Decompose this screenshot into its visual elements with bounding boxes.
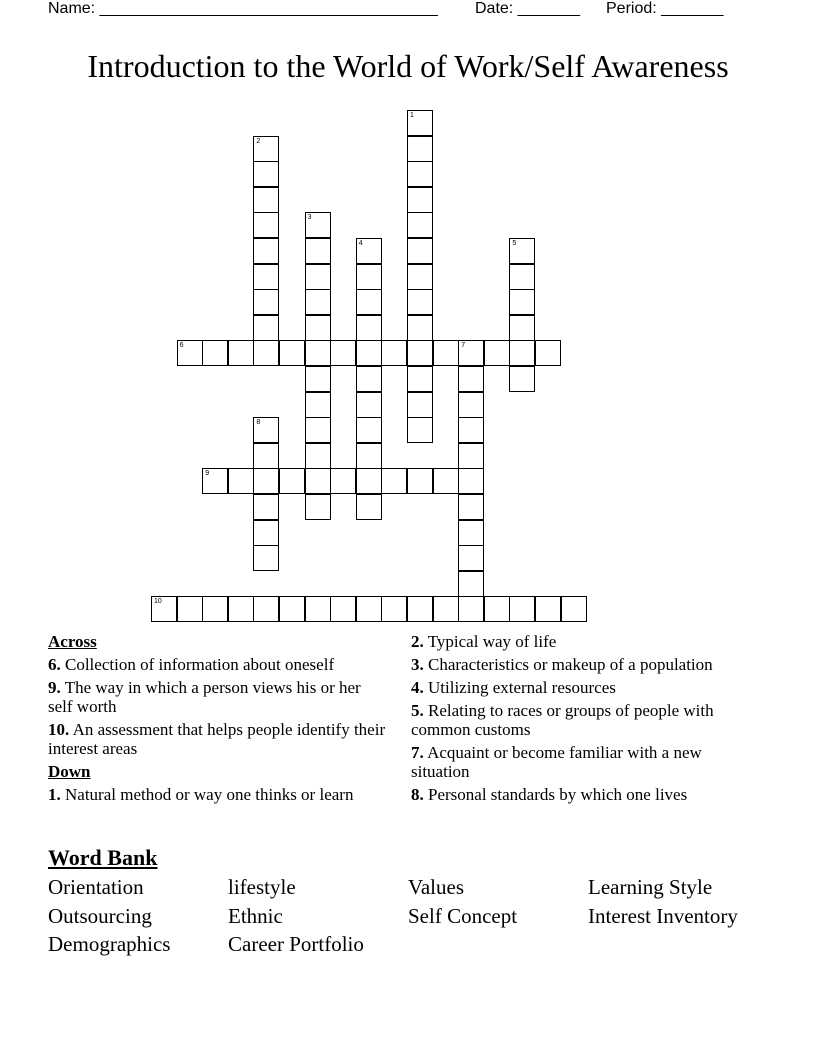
- crossword-cell[interactable]: [356, 468, 382, 494]
- crossword-cell[interactable]: [458, 392, 484, 418]
- crossword-cell[interactable]: [253, 494, 279, 520]
- clue-down-1: [48, 785, 388, 804]
- clue-number: 10.: [48, 720, 70, 739]
- clue-across-6: [48, 655, 388, 674]
- crossword-cell[interactable]: [253, 340, 279, 366]
- crossword-cell[interactable]: [356, 289, 382, 315]
- crossword-cell[interactable]: [253, 136, 279, 162]
- crossword-cell[interactable]: [458, 366, 484, 392]
- crossword-cell[interactable]: [356, 417, 382, 443]
- crossword-cell[interactable]: [484, 596, 510, 622]
- crossword-cell[interactable]: [407, 468, 433, 494]
- crossword-cell[interactable]: [509, 264, 535, 290]
- crossword-cell[interactable]: [381, 340, 407, 366]
- word-bank-word: lifestyle: [228, 875, 296, 899]
- word-bank-word: Learning Style: [588, 875, 713, 899]
- word-bank-word: Orientation: [48, 875, 144, 899]
- crossword-cell[interactable]: [458, 340, 484, 366]
- crossword-cell[interactable]: [356, 264, 382, 290]
- crossword-cell[interactable]: [458, 443, 484, 469]
- word-bank-word: Interest Inventory: [588, 904, 738, 928]
- clue-text: Relating to races or groups of people with common customs: [411, 701, 714, 739]
- clue-number: 1.: [48, 785, 61, 804]
- crossword-cell[interactable]: [253, 417, 279, 443]
- crossword-cell[interactable]: [407, 136, 433, 162]
- crossword-cell[interactable]: [279, 596, 305, 622]
- crossword-cell[interactable]: [253, 545, 279, 571]
- crossword-cell[interactable]: [253, 315, 279, 341]
- crossword-cell[interactable]: [509, 366, 535, 392]
- crossword-cell[interactable]: [305, 392, 331, 418]
- clue-number: 3.: [411, 655, 424, 674]
- crossword-cell[interactable]: [253, 443, 279, 469]
- crossword-cell[interactable]: [407, 340, 433, 366]
- clue-number-label: 7: [461, 342, 466, 350]
- clue-number: 2.: [411, 632, 424, 651]
- crossword-cell[interactable]: [458, 545, 484, 571]
- crossword-cell[interactable]: [305, 417, 331, 443]
- word-bank-word: Ethnic: [228, 904, 283, 928]
- crossword-cell[interactable]: [305, 443, 331, 469]
- crossword-cell[interactable]: [177, 340, 203, 366]
- clue-text: Typical way of life: [427, 632, 557, 651]
- crossword-cell[interactable]: [407, 315, 433, 341]
- clue-number-label: 9: [205, 470, 210, 478]
- crossword-cell[interactable]: [305, 366, 331, 392]
- crossword-cell[interactable]: [509, 340, 535, 366]
- crossword-cell[interactable]: [356, 494, 382, 520]
- clue-text: Characteristics or makeup of a population: [428, 655, 713, 674]
- word-bank-word: Career Portfolio: [228, 932, 364, 956]
- clue-text: Utilizing external resources: [428, 678, 616, 697]
- crossword-cell[interactable]: [458, 468, 484, 494]
- crossword-cell[interactable]: [330, 596, 356, 622]
- crossword-cell[interactable]: [356, 392, 382, 418]
- clue-text: An assessment that helps people identify their interest areas: [48, 720, 386, 758]
- crossword-cell[interactable]: [253, 161, 279, 187]
- crossword-cell[interactable]: [253, 212, 279, 238]
- crossword-cell[interactable]: [253, 187, 279, 213]
- crossword-cell[interactable]: [407, 212, 433, 238]
- crossword-cell[interactable]: [458, 571, 484, 597]
- clue-down-7: [411, 743, 741, 781]
- crossword-cell[interactable]: [407, 110, 433, 136]
- page-title: Introduction to the World of Work/Self Awareness: [87, 48, 729, 84]
- clue-number: 4.: [411, 678, 424, 697]
- crossword-cell[interactable]: [561, 596, 587, 622]
- clue-down-5: [411, 701, 741, 739]
- period-field[interactable]: Period: _______: [606, 0, 724, 17]
- word-bank-title: Word Bank: [48, 845, 158, 870]
- crossword-cell[interactable]: [305, 340, 331, 366]
- crossword-cell[interactable]: [279, 468, 305, 494]
- crossword-cell[interactable]: [305, 212, 331, 238]
- clue-number: 9.: [48, 678, 61, 697]
- crossword-cell[interactable]: [407, 238, 433, 264]
- crossword-cell[interactable]: [330, 468, 356, 494]
- down-heading: Down: [48, 762, 91, 781]
- clue-number-label: 8: [256, 419, 261, 427]
- clue-number: 6.: [48, 655, 61, 674]
- crossword-cell[interactable]: [484, 340, 510, 366]
- clue-text: Collection of information about oneself: [65, 655, 335, 674]
- clue-text: Acquaint or become familiar with a new situation: [411, 743, 702, 781]
- crossword-cell[interactable]: [509, 238, 535, 264]
- crossword-cell[interactable]: [330, 340, 356, 366]
- crossword-cell[interactable]: [151, 596, 177, 622]
- crossword-cell[interactable]: [458, 520, 484, 546]
- clue-down-4: [411, 678, 741, 697]
- clues-right: [411, 632, 741, 808]
- crossword-cell[interactable]: [356, 596, 382, 622]
- crossword-cell[interactable]: [253, 238, 279, 264]
- crossword-cell[interactable]: [433, 340, 459, 366]
- crossword-cell[interactable]: [458, 596, 484, 622]
- crossword-cell[interactable]: [253, 520, 279, 546]
- crossword-cell[interactable]: [202, 468, 228, 494]
- crossword-cell[interactable]: [305, 264, 331, 290]
- crossword-cell[interactable]: [356, 366, 382, 392]
- crossword-cell[interactable]: [253, 468, 279, 494]
- crossword-cell[interactable]: [305, 315, 331, 341]
- clue-down-3: [411, 655, 741, 674]
- crossword-cell[interactable]: [305, 596, 331, 622]
- crossword-cell[interactable]: [535, 340, 561, 366]
- clue-number-label: 6: [179, 342, 184, 350]
- crossword-cell[interactable]: [356, 315, 382, 341]
- crossword-cell[interactable]: [279, 340, 305, 366]
- crossword-cell[interactable]: [509, 596, 535, 622]
- crossword-cell[interactable]: [458, 494, 484, 520]
- crossword-cell[interactable]: [381, 596, 407, 622]
- clue-number: 8.: [411, 785, 424, 804]
- crossword-cell[interactable]: [228, 468, 254, 494]
- clue-text: Personal standards by which one lives: [428, 785, 688, 804]
- word-bank-word: Demographics: [48, 932, 171, 956]
- clue-down-2: [411, 632, 741, 651]
- clues-left: [48, 632, 388, 808]
- word-bank-word: Outsourcing: [48, 904, 152, 928]
- crossword-cell[interactable]: [407, 161, 433, 187]
- clue-number: 5.: [411, 701, 424, 720]
- crossword-cell[interactable]: [407, 187, 433, 213]
- crossword-cell[interactable]: [202, 340, 228, 366]
- word-bank-word: Self Concept: [408, 904, 518, 928]
- name-field[interactable]: Name: ______________________________________: [48, 0, 438, 17]
- across-heading: Across: [48, 632, 97, 651]
- crossword-cell[interactable]: [458, 417, 484, 443]
- clue-across-10: [48, 720, 388, 758]
- crossword-cell[interactable]: [305, 238, 331, 264]
- crossword-cell[interactable]: [305, 468, 331, 494]
- crossword-cell[interactable]: [407, 417, 433, 443]
- clue-number-label: 5: [512, 240, 517, 247]
- clue-number-label: 2: [256, 137, 261, 145]
- crossword-cell[interactable]: [509, 315, 535, 341]
- crossword-cell[interactable]: [356, 443, 382, 469]
- clue-text: The way in which a person views his or her self worth: [48, 678, 361, 716]
- crossword-cell[interactable]: [509, 289, 535, 315]
- crossword-cell[interactable]: [305, 494, 331, 520]
- crossword-cell[interactable]: [202, 596, 228, 622]
- clue-down-8: [411, 785, 741, 804]
- crossword-cell[interactable]: [228, 596, 254, 622]
- header: [48, 0, 768, 20]
- crossword-cell[interactable]: [177, 596, 203, 622]
- crossword-cell[interactable]: [407, 596, 433, 622]
- crossword-cell[interactable]: [356, 238, 382, 264]
- crossword-cell[interactable]: [407, 366, 433, 392]
- crossword-cell[interactable]: [253, 596, 279, 622]
- clue-number-label: 3: [307, 214, 312, 222]
- crossword-cell[interactable]: [407, 289, 433, 315]
- crossword-cell[interactable]: [228, 340, 254, 366]
- clue-across-9: [48, 678, 388, 716]
- date-field[interactable]: Date: _______: [475, 0, 580, 17]
- crossword-cell[interactable]: [407, 392, 433, 418]
- crossword-cell[interactable]: [356, 340, 382, 366]
- crossword-cell[interactable]: [253, 264, 279, 290]
- crossword-cell[interactable]: [433, 596, 459, 622]
- clue-number-label: 10: [154, 598, 162, 606]
- crossword-cell[interactable]: [305, 289, 331, 315]
- crossword-cell[interactable]: [407, 264, 433, 290]
- clue-number: 7.: [411, 743, 424, 762]
- clue-number-label: 4: [358, 240, 363, 247]
- clue-number-label: 1: [410, 112, 414, 119]
- clue-text: Natural method or way one thinks or learn: [65, 785, 354, 804]
- crossword-cell[interactable]: [381, 468, 407, 494]
- crossword-cell[interactable]: [253, 289, 279, 315]
- crossword-cell[interactable]: [535, 596, 561, 622]
- crossword-cell[interactable]: [433, 468, 459, 494]
- word-bank-word: Values: [408, 875, 464, 899]
